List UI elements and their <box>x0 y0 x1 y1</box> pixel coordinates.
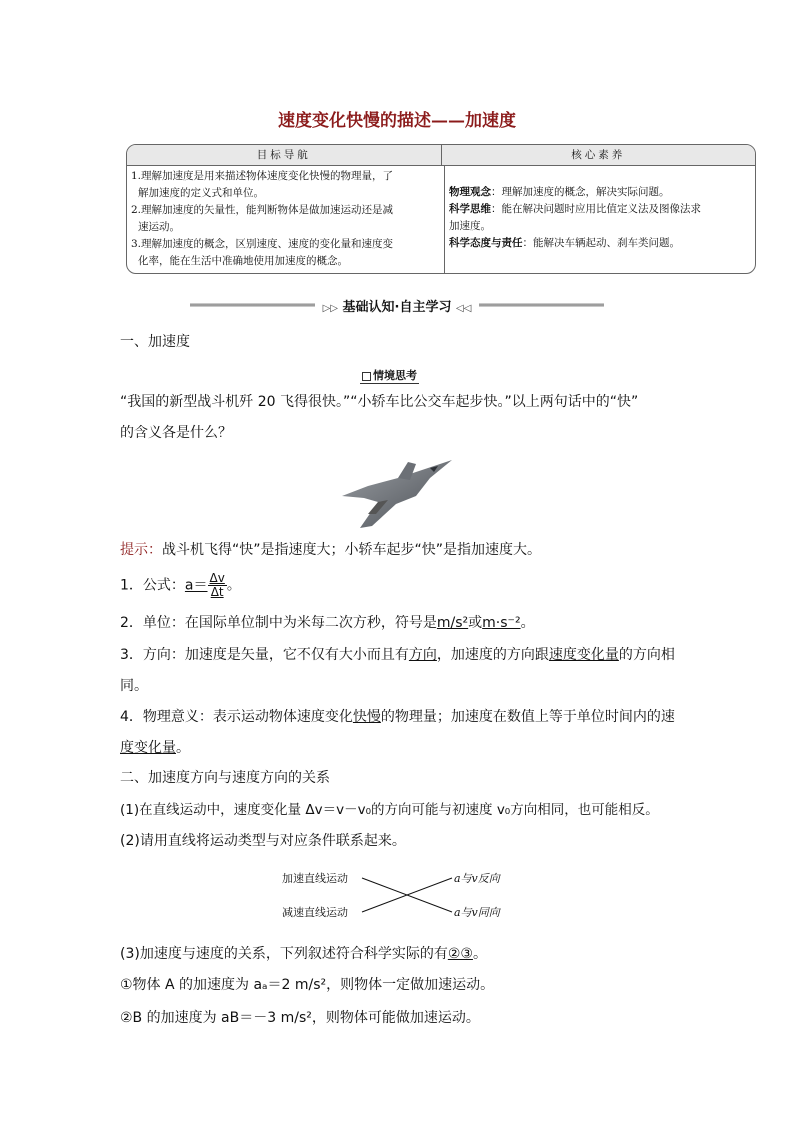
paragraph: ①物体 A 的加速度为 aₐ＝2 m/s²，则物体一定做加速运动。 <box>120 977 495 993</box>
banner-divider-right <box>479 303 604 307</box>
goals-table <box>126 144 756 274</box>
p3-answer: ②③ <box>447 946 473 962</box>
unit-text: 或 <box>468 615 483 631</box>
direction-text: 3．方向：加速度是矢量，它不仅有大小而且有 <box>120 647 409 663</box>
formula-line <box>120 572 241 599</box>
punct: 。 <box>520 615 535 631</box>
goal-line: 1.理解加速度是用来描述物体速度变化快慢的物理量，了 <box>131 170 394 182</box>
connector-lines <box>282 864 522 926</box>
goals-right-column <box>445 166 755 273</box>
square-icon <box>362 372 371 381</box>
hint-text: 战斗机飞得“快”是指速度大；小轿车起步“快”是指加速度大。 <box>162 542 542 558</box>
meaning-line <box>120 738 190 758</box>
diagram-left-top: 加速直线运动 <box>282 872 348 885</box>
formula-lhs: a＝ <box>184 577 208 594</box>
punct: 。 <box>176 740 190 756</box>
goal-line: 解加速度的定义式和单位。 <box>138 187 264 199</box>
goal-line: 3.理解加速度的概念，区别速度、速度的变化量和速度变 <box>131 238 394 250</box>
goal-line: 速运动。 <box>138 221 180 233</box>
literacy-label: 物理观念 <box>449 186 491 198</box>
literacy-text: 加速度。 <box>449 220 491 232</box>
literacy-line <box>449 235 751 252</box>
diagram-right-top: a与v反向 <box>454 872 500 885</box>
literacy-line <box>449 218 751 235</box>
question-line: 的含义各是什么？ <box>120 425 232 441</box>
banner-arrow-right-icon: ◁◁ <box>456 302 472 314</box>
diagram-left-bottom: 减速直线运动 <box>282 906 348 919</box>
hint-line <box>120 540 541 560</box>
goals-table-header <box>127 145 755 166</box>
meaning-text: 4．物理意义：表示运动物体速度变化 <box>120 709 353 725</box>
literacy-text: ：理解加速度的概念，解决实际问题。 <box>491 186 670 198</box>
p3-text: (3)加速度与速度的关系，下列叙述符合科学实际的有 <box>120 946 448 962</box>
formula-fraction <box>208 572 227 599</box>
formula-label: 1．公式： <box>120 577 185 594</box>
punct: 。 <box>472 946 487 962</box>
unit-symbol: m·s⁻² <box>482 615 521 631</box>
meaning-text: 的物理量；加速度在数值上等于单位时间内的速 <box>380 709 675 725</box>
fighter-jet-image <box>338 456 454 530</box>
punct: 。 <box>226 577 241 594</box>
literacy-label: 科学态度与责任 <box>449 237 523 249</box>
literacy-text: ：能在解决问题时应用比值定义法及图像法求 <box>491 203 701 215</box>
scenario-tag-label: 情境思考 <box>373 369 417 382</box>
literacy-line <box>449 201 751 218</box>
scenario-tag <box>360 367 419 384</box>
goal-line: 2.理解加速度的矢量性，能判断物体是做加速运动还是减 <box>131 204 394 216</box>
banner-title: 基础认知·自主学习 <box>342 299 452 315</box>
diagram-right-bottom: a与v同向 <box>454 906 500 919</box>
literacy-label: 科学思维 <box>449 203 491 215</box>
meaning-answer: 快慢 <box>352 709 381 725</box>
matching-diagram <box>282 864 522 926</box>
banner-arrow-left-icon: ▷▷ <box>322 302 338 314</box>
meaning-line <box>120 707 675 727</box>
literacy-text: ：能解决车辆起动、刹车类问题。 <box>522 237 680 249</box>
unit-line <box>120 613 535 633</box>
paragraph: (1)在直线运动中，速度变化量 Δv＝v－v₀的方向可能与初速度 v₀方向相同，也可能相反。 <box>120 802 659 818</box>
direction-text: 的方向相 <box>618 647 675 663</box>
direction-answer: 速度变化量 <box>548 647 619 663</box>
question-line: “我国的新型战斗机歼 20 飞得很快。”“小轿车比公交车起步快。”以上两句话中的“快” <box>120 394 639 410</box>
formula-numerator: Δv <box>209 571 225 585</box>
section-banner <box>190 294 604 316</box>
section-heading: 二、加速度方向与速度方向的关系 <box>120 770 330 786</box>
formula-denominator: Δt <box>210 585 224 599</box>
section-heading: 一、加速度 <box>120 334 190 350</box>
hint-label: 提示： <box>120 542 162 558</box>
goals-header-left: 目标导航 <box>127 145 442 165</box>
literacy-line <box>449 184 751 201</box>
goals-header-right: 核心素养 <box>571 149 626 161</box>
direction-line: 同。 <box>120 678 148 694</box>
paragraph: ②B 的加速度为 aB＝－3 m/s²，则物体可能做加速运动。 <box>120 1010 480 1026</box>
direction-line <box>120 645 675 665</box>
banner-divider-left <box>190 303 315 307</box>
paragraph <box>120 944 487 964</box>
unit-symbol: m/s² <box>436 615 469 631</box>
meaning-answer: 度变化量 <box>120 740 176 756</box>
goal-line: 化率，能在生活中准确地使用加速度的概念。 <box>138 255 348 267</box>
direction-text: ，加速度的方向跟 <box>436 647 549 663</box>
unit-text: 2．单位：在国际单位制中为米每二次方秒，符号是 <box>120 615 437 631</box>
goals-left-column <box>127 166 445 273</box>
direction-answer: 方向 <box>408 647 437 663</box>
page-title: 速度变化快慢的描述——加速度 <box>278 111 516 131</box>
paragraph: (2)请用直线将运动类型与对应条件联系起来。 <box>120 833 406 849</box>
